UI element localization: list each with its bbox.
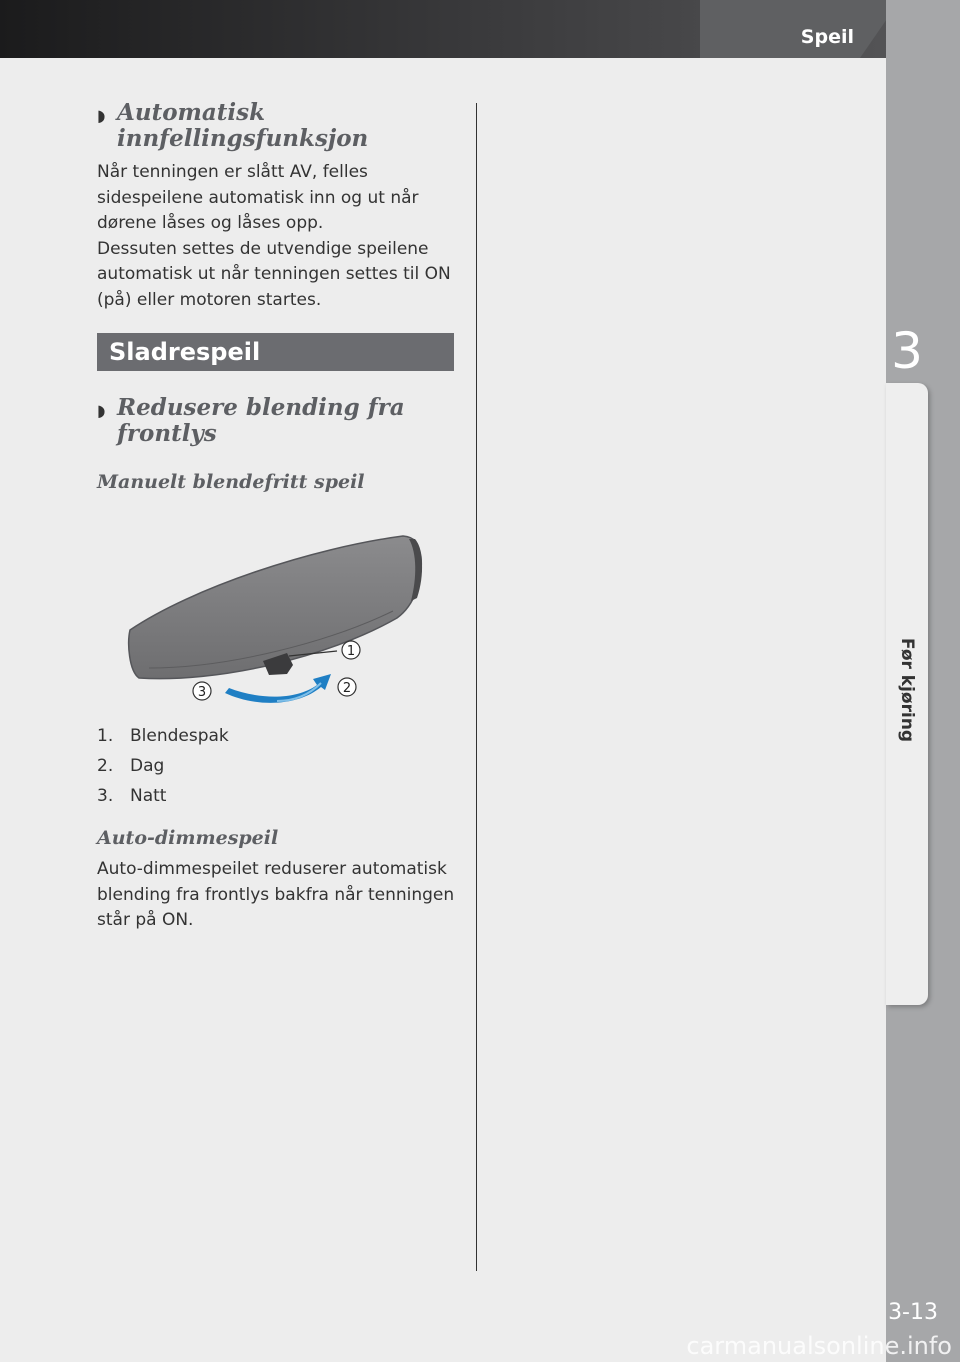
subheading-manual-mirror: Manuelt blendefritt speil	[97, 471, 365, 493]
svg-text:2: 2	[342, 681, 352, 696]
subheading-auto-dimming: Auto-dimmespeil	[97, 827, 279, 849]
section-heading-glare	[97, 395, 457, 447]
callout-1	[342, 641, 360, 659]
list-item: 3. Natt	[97, 786, 167, 806]
column-divider	[476, 103, 477, 1271]
callout-2	[338, 678, 356, 696]
heading-line-1: Automatisk	[117, 99, 266, 126]
left-column	[97, 100, 457, 934]
heading-marker-icon: ◗	[97, 401, 106, 420]
heading-line-2: innfellingsfunksjon	[117, 125, 369, 152]
paragraph-unfold: Dessuten settes de utvendige speilene automatisk ut når tenningen settes til ON (på) eller motoren startes.	[97, 238, 451, 310]
bar-heading: Sladrespeil	[97, 333, 454, 371]
list-item: 1. Blendespak	[97, 726, 229, 746]
svg-text:1: 1	[346, 644, 356, 659]
chapter-number: 3	[891, 322, 923, 380]
mirror-illustration	[97, 493, 457, 718]
section-heading-auto-fold	[97, 100, 457, 152]
paragraph-auto-dimming: Auto-dimmespeilet reduserer automatisk blending fra frontlys bakfra når tenningen står på ON.	[97, 859, 455, 930]
heading-text: Redusere blending fra frontlys	[117, 394, 405, 447]
page-number: 3-13	[888, 1300, 938, 1325]
svg-text:3: 3	[197, 685, 207, 700]
legend-list	[97, 721, 457, 811]
heading-marker-icon: ◗	[97, 106, 106, 125]
paragraph-fold: Når tenningen er slått AV, felles sidespeilene automatisk inn og ut når dørene låses og låses opp.	[97, 162, 419, 233]
watermark: carmanualsonline.info	[686, 1332, 952, 1360]
callout-3	[193, 682, 211, 700]
chapter-name: Før kjøring	[897, 637, 917, 743]
section-title: Speil	[800, 26, 854, 48]
list-item: 2. Dag	[97, 756, 165, 776]
